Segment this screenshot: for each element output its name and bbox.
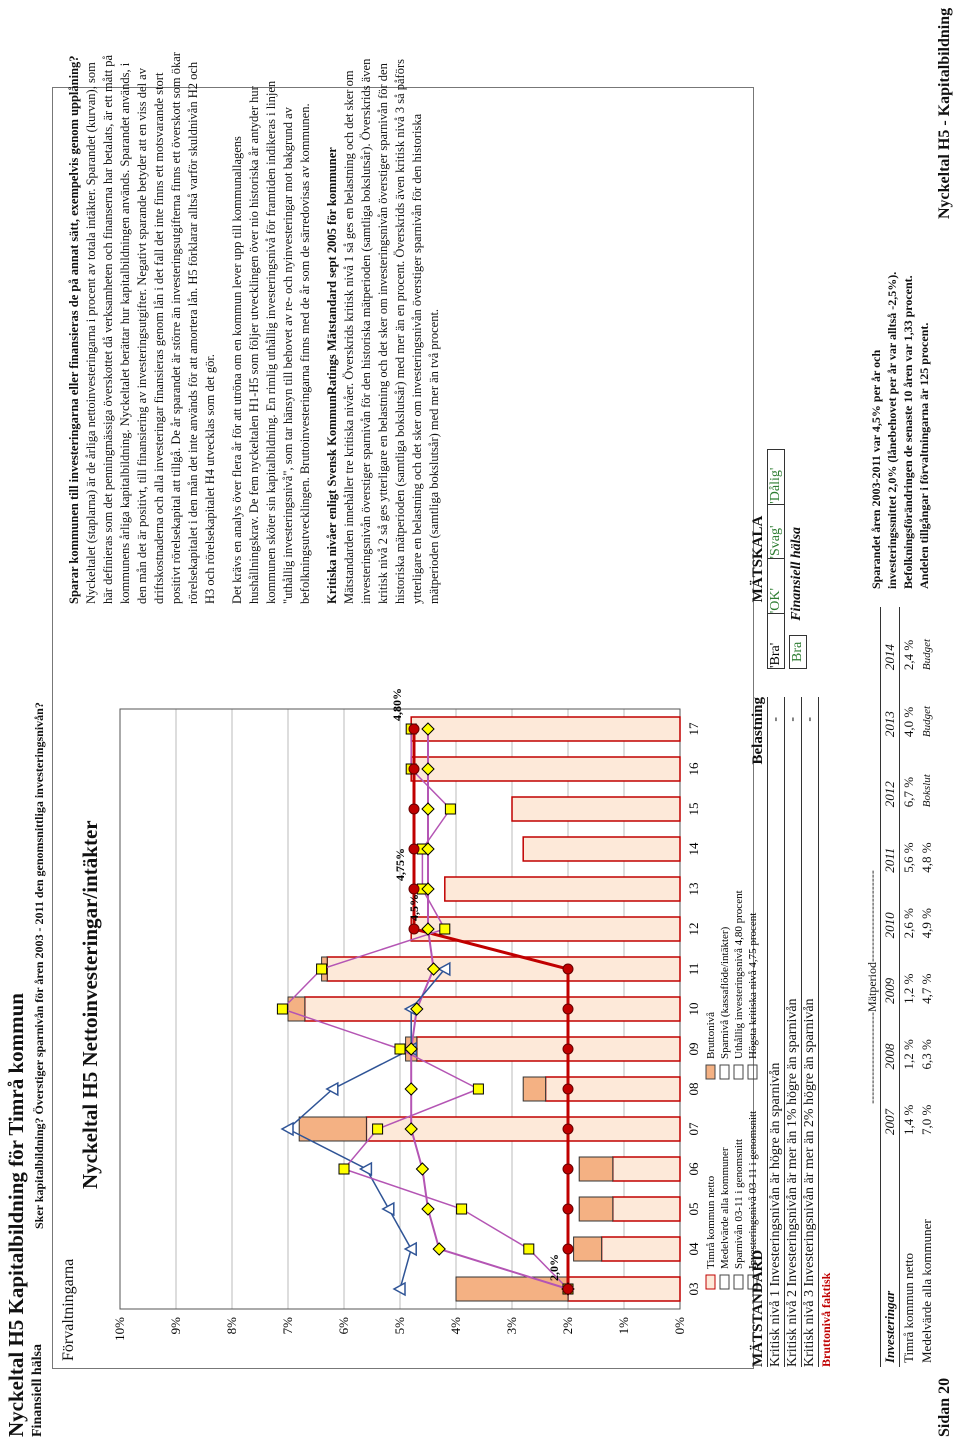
data-table-panel <box>865 607 936 1367</box>
risk-text: Sker kapitalbildning? Överstiger sparnivån för åren 2003 - 2011 den genomsnittliga investeringsnivån? <box>32 702 46 1229</box>
scale-ok: 'OK' <box>768 559 784 614</box>
note-4: Andelen tillgångar i förvaltningarna är 125 procent. <box>917 322 931 589</box>
y-tick-label: 2% <box>560 1317 575 1335</box>
note-2: investeringssnittet 2,0% (lånebehovet per år var alltså -2,5%). <box>885 271 899 589</box>
point-sparniva <box>524 1244 534 1254</box>
matstandard-heading: MÄTSTANDARD <box>750 1249 766 1367</box>
bar-brutto <box>574 1237 602 1261</box>
x-tick-label: 09 <box>686 1042 701 1056</box>
table-row: Timrå kommun netto 1,4 % 1,2 % 1,2 % 2,6 % 5,6 % 6,7 % 4,0 % 2,4 % <box>901 639 916 1363</box>
x-tick-label: 07 <box>686 1122 701 1136</box>
point-sparniva <box>395 1044 405 1054</box>
point-investeringsniva <box>563 1164 573 1174</box>
table-row: Medelvärde alla kommuner 7,0 % 6,3 % 4,7 % 4,9 % 4,8 % Bokslut Budget Budget <box>919 638 934 1363</box>
legend-swatch <box>734 1275 743 1289</box>
x-tick-label: 14 <box>686 842 701 856</box>
y-tick-label: 9% <box>168 1317 183 1335</box>
bar-netto <box>613 1157 680 1181</box>
rating-badge: Bra <box>789 635 807 669</box>
bar-netto <box>568 1277 680 1301</box>
point-investeringsniva <box>409 764 419 774</box>
crit-body: Mätstandarden innehåller tre kritiska nivåer. Överskrids kritisk nivå 1 så ges en belastning och det sker om investeringsnivån överstiger sparnivån för den historiska mätperioden (samtliga bokslutsår). Överskrids även kritisk nivå 2 så ges ytterligare en belastning och det sker om investeringsnivån överstiger sparnivån för den historiska mätperioden (samtliga bokslutsår) med mer än en procent. Överskrids även kritisk nivå 3 så påförs ytterligare en belastning och det sker om investeringsnivån överstiger sparnivån för den historiska mätperioden (samtliga bokslutsår) med mer än två procent. <box>342 58 441 604</box>
period-label: -----------------------Mätperiod----------------------- <box>865 870 879 1104</box>
point-investeringsniva <box>563 1044 573 1054</box>
annotation-label: 4,5% <box>407 894 421 921</box>
y-tick-label: 3% <box>504 1317 519 1335</box>
x-tick-label: 05 <box>686 1202 701 1216</box>
point-sparniva <box>339 1164 349 1174</box>
point-investeringsniva <box>563 1244 573 1254</box>
point-investeringsniva <box>409 804 419 814</box>
matskala-panel <box>750 449 807 669</box>
left-label: Finansiell hälsa <box>30 1344 45 1437</box>
point-sparniva <box>277 1004 287 1014</box>
page-title: Nyckeltal H5 Kapitalbildning för Timrå kommun <box>4 993 28 1437</box>
point-investeringsniva <box>563 1004 573 1014</box>
legend-label: Investeringsnivå 03-11 i genomsnitt <box>747 1110 759 1269</box>
bar-netto <box>411 717 680 741</box>
x-tick-label: 13 <box>686 882 701 896</box>
y-tick-label: 1% <box>616 1317 631 1335</box>
matskala-heading: MÄTSKALA <box>750 515 766 603</box>
legend-swatch <box>720 1065 729 1079</box>
scale-svag: 'Svag' <box>768 504 784 559</box>
note-1: Sparandet åren 2003-2011 var 4,5% per år och <box>869 349 883 589</box>
point-investeringsniva <box>563 1124 573 1134</box>
matstandard-panel <box>750 697 834 1367</box>
point-sparniva <box>317 964 327 974</box>
legend-label: Bruttonivå <box>705 1011 717 1059</box>
legend-label: Uthållig investeringsnivå 4,80 procent <box>733 890 745 1059</box>
crit-row-1: Kritisk nivå 1 Investeringsnivån är högre än sparnivån - <box>767 697 784 1367</box>
corner-title: Nyckeltal H5 - Kapitalbildning <box>936 7 953 219</box>
x-tick-label: 11 <box>686 962 701 976</box>
x-tick-label: 04 <box>686 1242 701 1256</box>
legend-label: Sparnivån 03-11 i genomsnitt <box>733 1138 745 1269</box>
bruttoniva-faktisk: Bruttonivå faktisk <box>819 1272 833 1367</box>
point-sparnivan-snitt <box>433 1243 445 1255</box>
bar-netto <box>512 797 680 821</box>
point-sparniva <box>445 804 455 814</box>
chart-title: Nyckeltal H5 Nettoinvesteringar/intäkter <box>78 820 102 1189</box>
scale-dalig: 'Dålig' <box>768 467 783 504</box>
point-investeringsniva <box>409 924 419 934</box>
annotation-label: 4,75% <box>393 848 407 881</box>
point-investeringsniva <box>563 1084 573 1094</box>
note-3: Befolkningsförändringen de senaste 10 åren var 1,33 procent. <box>901 275 915 589</box>
point-sparnivan-snitt <box>405 1083 417 1095</box>
crit-heading: Kritiska nivåer enligt Svensk KommunRatings Mätstandard sept 2005 för kommuner <box>325 147 339 604</box>
q-body: Nyckeltalet (staplarna) är de årliga nettoinvesteringarna i procent av totala intäkter. Sparandet (kurvan), som här definieras som det penningmässiga överskottet då verksamheten och finanserna har betalats, är ett mått på kommunens årliga kapitalbildning. Nyckeltalet berättar hur kapitalbildningen används. Sparandet används, i den mån det är positivt, till finansiering av investeringsutgifter. Negativt sparande betyder att en viss del av driftskostnaderna och alla investeringar finansieras genom lån i det fall det inte finns ett motsvarande stort positivt rörelsekapital att tillgå. De år sparandet är större än investeringsutgifterna finns ett överskott som ökar rörelsekapitalet i den mån det inte används för att amortera lån. H5 förklarar alltså varför skuldnivån H2 och H3 och rörelsekapitalet H4 utvecklas som det gör. <box>84 52 217 604</box>
scale-bra: 'Bra' <box>768 613 784 668</box>
text-panel <box>66 49 536 604</box>
bar-netto <box>411 757 680 781</box>
bar-netto <box>523 837 680 861</box>
page-number: Sidan 20 <box>936 1377 953 1437</box>
annotation-label: 2,0% <box>547 1254 561 1281</box>
legend-label: Timrå kommun netto <box>705 1175 717 1269</box>
x-tick-label: 10 <box>686 1002 701 1016</box>
y-tick-label: 10% <box>112 1317 127 1341</box>
point-investeringsniva <box>563 1284 573 1294</box>
legend-swatch <box>706 1065 715 1079</box>
x-tick-label: 15 <box>686 802 701 816</box>
bar-brutto <box>299 1117 366 1141</box>
point-sparnivan-snitt <box>422 1203 434 1215</box>
point-investeringsniva <box>409 884 419 894</box>
x-tick-label: 17 <box>686 722 701 736</box>
legend-swatch <box>734 1065 743 1079</box>
y-tick-label: 8% <box>224 1317 239 1335</box>
point-investeringsniva <box>563 1204 573 1214</box>
annotation-label: 4,80% <box>390 688 405 721</box>
legend-swatch <box>706 1275 715 1289</box>
point-investeringsniva <box>409 724 419 734</box>
x-tick-label: 03 <box>686 1282 701 1296</box>
q-heading: Sparar kommunen till investeringarna eller finansieras de på annat sätt, exempelvis genom upplåning? <box>67 55 81 604</box>
p2: Det krävs en analys över flera år för att utröna om en kommun lever upp till kommunallagens hushållningskrav. De fem nyckeltalen H1-H5 som följer utvecklingen över nio historiska år antyder hur kommunen sköter sin kapitalbildning. En rimlig uthållig investeringsnivå för framtiden indikeras i linjen "uthållig investeringsnivå", som tar hänsyn till behovet av re- och nyinvesteringar mot bakgrund av befolkningsutvecklingen. Bruttoinvesteringarna finns med de år som de särredovisas av kommunen. <box>230 80 312 604</box>
bar-netto <box>613 1197 680 1221</box>
x-tick-label: 08 <box>686 1082 701 1096</box>
point-sparniva <box>457 1204 467 1214</box>
crit-row-2: Kritisk nivå 2 Investeringsnivån är mer än 1% högre än sparnivån - <box>784 697 801 1367</box>
point-sparniva <box>473 1084 483 1094</box>
x-tick-label: 16 <box>686 762 701 776</box>
forvaltning-label: Förvaltningarna <box>60 1258 77 1361</box>
point-medelvarde <box>360 1163 371 1175</box>
bar-netto <box>305 997 680 1021</box>
legend-label: Högsta kritiska nivå 4,75 procent <box>747 912 759 1059</box>
bar-netto <box>445 877 680 901</box>
bar-brutto <box>579 1157 613 1181</box>
point-sparnivan-snitt <box>416 1163 428 1175</box>
bar-netto <box>327 957 680 981</box>
crit-row-3: Kritisk nivå 3 Investeringsnivån är mer än 2% högre än sparnivån - <box>801 697 819 1367</box>
point-medelvarde <box>383 1203 394 1215</box>
point-sparnivan-snitt <box>422 803 434 815</box>
legend-label: Sparnivå (kassaflöde/intäkter) <box>719 926 731 1059</box>
bar-netto <box>417 1037 680 1061</box>
y-tick-label: 4% <box>448 1317 463 1335</box>
point-sparniva <box>440 924 450 934</box>
fin-label: Finansiell hälsa <box>789 527 804 621</box>
belastning-label: Belastning <box>750 697 766 765</box>
bar-netto <box>602 1237 680 1261</box>
y-tick-label: 7% <box>280 1317 295 1335</box>
x-tick-label: 12 <box>686 922 701 936</box>
y-tick-label: 0% <box>672 1317 687 1335</box>
matskala-scale <box>767 449 785 669</box>
bar-brutto <box>579 1197 613 1221</box>
y-tick-label: 6% <box>336 1317 351 1335</box>
point-investeringsniva <box>563 964 573 974</box>
point-sparniva <box>373 1124 383 1134</box>
investering-table: Investeringar 2007 2008 2009 2010 2011 2012 2013 2014 Timrå kommun netto 1,4 % 1,2 % 1,2 % 2,6 % 5,6 % 6,7 % 4,0 % 2,4 % Medelvärde alla kommuner 7,0 % 6,3 % 4,7 % 4,9 % 4,8 % Bokslut Budget Budget <box>880 607 936 1367</box>
point-investeringsniva <box>409 844 419 854</box>
legend-label: Medelvärde alla kommuner <box>719 1147 731 1269</box>
bar-brutto <box>523 1077 545 1101</box>
y-tick-label: 5% <box>392 1317 407 1335</box>
x-tick-label: 06 <box>686 1162 701 1176</box>
notes-panel <box>868 29 932 589</box>
legend-swatch <box>720 1275 729 1289</box>
